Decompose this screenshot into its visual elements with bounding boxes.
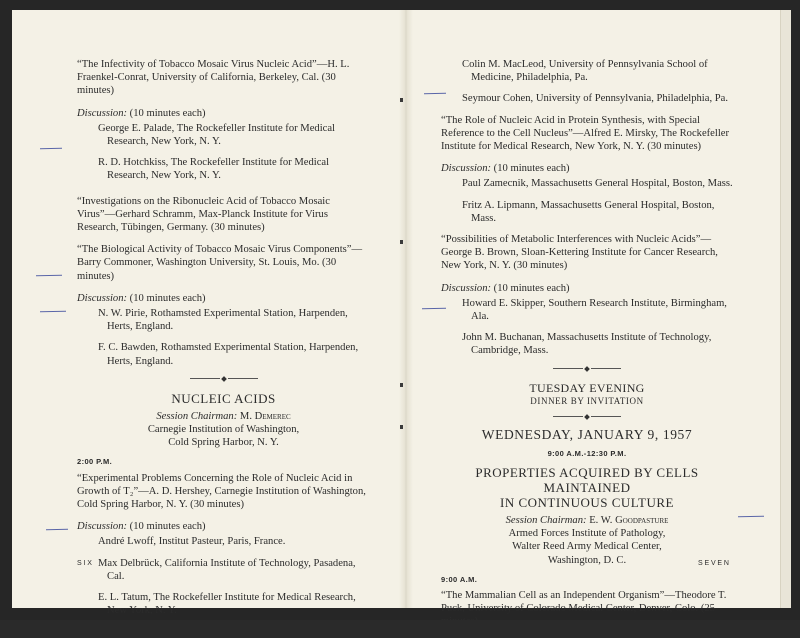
discussant: R. D. Hotchkiss, The Rockefeller Institute for Medical Research, New York, N. Y. [98, 157, 330, 182]
discussion-label: Discussion: (10 minutes each) [441, 282, 570, 294]
discussant: Colin M. MacLeod, University of Pennsylvania School of Medicine, Philadelphia, Pa. [462, 59, 708, 84]
talk-entry: “The Mammalian Cell as an Independent Organism”—Theodore T. Puck, University of Colorado Medical Center, Denver, Colo. (25 minutes) [441, 590, 727, 628]
ornament-divider [441, 415, 733, 419]
session-time: 9:00 A.M.-12:30 P.M. [547, 448, 627, 458]
discussant: Max Delbrück, California Institute of Technology, Pasadena, Cal. [98, 557, 356, 582]
talk-entry: “Experimental Problems Concerning the Role of Nucleic Acid in Growth of T₂”—A. D. Hershey, Carnegie Institution of Washington, Cold Spring Harbor, N. Y. (30 minutes) [77, 472, 366, 511]
page-number: SEVEN [698, 560, 731, 567]
talk-entry: “Possibilities of Metabolic Interferences with Nucleic Acids”—George B. Brown, Sloan-Kettering Institute for Cancer Research, New York, N. Y. (30 minutes) [441, 234, 718, 272]
dinner-note: DINNER BY INVITATION [530, 395, 644, 406]
discussant: E. L. Tatum, The Rockefeller Institute for Medical Research, New York, N. Y. [98, 592, 356, 617]
staple-mark [400, 425, 403, 429]
section-title: IN CONTINUOUS CULTURE [500, 495, 674, 511]
page-edge [780, 10, 791, 608]
staple-mark [400, 98, 403, 102]
page-number: SIX [77, 560, 94, 567]
session-chairman: Session Chairman: M. Demerec [156, 410, 291, 422]
discussion-label: Discussion: (10 minutes each) [77, 292, 206, 304]
session-time: 9:00 A.M. [441, 574, 478, 584]
discussant: André Lwoff, Institut Pasteur, Paris, France. [98, 536, 286, 548]
institution-line: Walter Reed Army Medical Center, [512, 541, 662, 553]
session-chairman: Session Chairman: E. W. Goodpasture [505, 515, 669, 527]
section-title: PROPERTIES ACQUIRED BY CELLS MAINTAINED [475, 465, 699, 496]
institution-line: Washington, D. C. [547, 554, 627, 566]
discussant: George E. Palade, The Rockefeller Institute for Medical Research, New York, N. Y. [98, 122, 335, 148]
date-heading: WEDNESDAY, JANUARY 9, 1957 [481, 426, 693, 442]
talk-entry: “The Role of Nucleic Acid in Protein Synthesis, with Special Reference to the Cell Nucleus”—Alfred E. Mirsky, The Rockefeller Institute for Medical Research, New York, N. Y. (30 minutes) [441, 114, 729, 153]
institution-line: Carnegie Institution of Washington, [147, 424, 300, 436]
discussant: Howard E. Skipper, Southern Research Institute, Birmingham, Ala. [462, 297, 727, 323]
discussant: N. W. Pirie, Rothamsted Experimental Station, Harpenden, Herts, England. [98, 308, 348, 333]
discussion-label: Discussion: (10 minutes each) [77, 521, 206, 533]
page-six [77, 58, 370, 626]
discussant: Paul Zamecnik, Massachusetts General Hospital, Boston, Mass. [462, 178, 733, 190]
institution-line: Armed Forces Institute of Pathology, [508, 528, 666, 540]
discussant: Fritz A. Lipmann, Massachusetts General Hospital, Boston, Mass. [462, 199, 715, 224]
discussant: John M. Buchanan, Massachusetts Institute of Technology, Cambridge, Mass. [462, 332, 712, 357]
discussant: F. C. Bawden, Rothamsted Experimental Station, Harpenden, Herts, England. [98, 342, 359, 367]
section-title: NUCLEIC ACIDS [171, 390, 276, 406]
ornament-divider [441, 367, 733, 371]
institution-line: Cold Spring Harbor, N. Y. [168, 437, 279, 449]
evening-heading: TUESDAY EVENING [529, 380, 645, 395]
page-seven [441, 58, 733, 638]
discussant: Seymour Cohen, University of Pennsylvania, Philadelphia, Pa. [462, 93, 728, 105]
discussion-label: Discussion: (10 minutes each) [77, 107, 206, 119]
talk-entry: “The Biological Activity of Tobacco Mosaic Virus Components”—Barry Commoner, Washington University, St. Louis, Mo. (30 minutes) [77, 244, 363, 282]
talk-entry: “The Infectivity of Tobacco Mosaic Virus Nucleic Acid”—H. L. Fraenkel-Conrat, University of California, Berkeley, Cal. (30 minutes) [77, 59, 350, 97]
session-time: 2:00 P.M. [77, 457, 113, 467]
staple-mark [400, 383, 403, 387]
talk-entry: “Investigations on the Ribonucleic Acid of Tobacco Mosaic Virus”—Gerhard Schramm, Max-Planck Institute for Virus Research, Tübingen, Germany. (30 minutes) [77, 195, 330, 234]
ornament-divider [77, 377, 370, 381]
discussion-label: Discussion: (10 minutes each) [441, 163, 570, 175]
staple-mark [400, 240, 403, 244]
